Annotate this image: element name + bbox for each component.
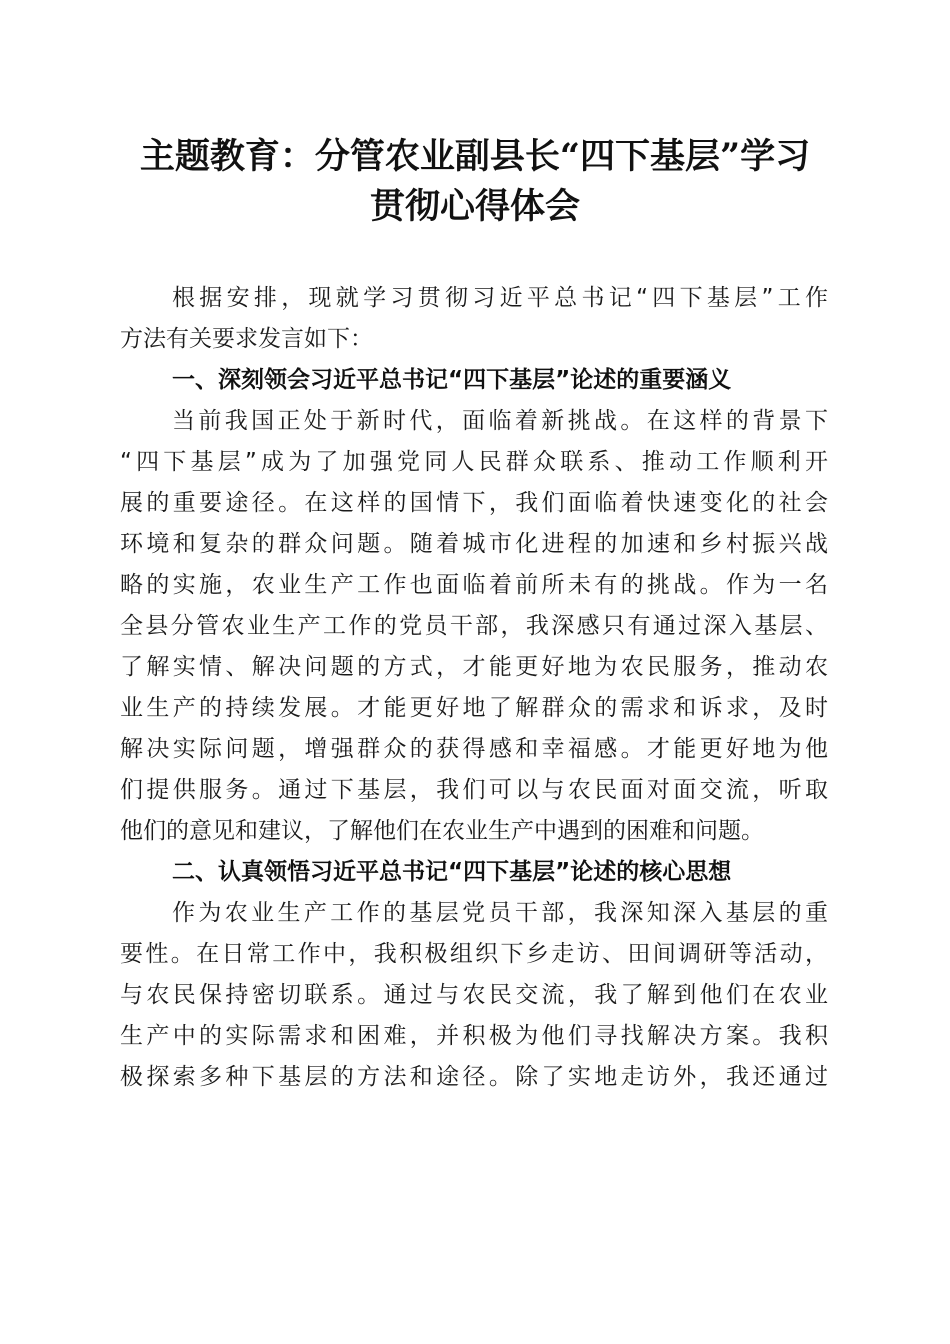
paragraph-intro bbox=[120, 278, 828, 360]
text-line: 作为农业生产工作的基层党员干部，我深知深入基层的重 bbox=[172, 900, 828, 926]
paragraph-section-2 bbox=[120, 893, 828, 1098]
text-line: 根据安排，现就学习贯彻习近平总书记“四下基层”工作 bbox=[172, 285, 828, 311]
text-line: 当前我国正处于新时代，面临着新挑战。在这样的背景下 bbox=[172, 408, 828, 434]
text-line: 们提供服务。通过下基层，我们可以与农民面对面交流，听取 bbox=[120, 777, 828, 803]
section-heading-2 bbox=[120, 852, 828, 893]
title-line-2: 贯彻心得体会 bbox=[369, 186, 580, 227]
title-line-1: 主题教育：分管农业副县长“四下基层”学习 bbox=[139, 136, 811, 177]
text-line: 要性。在日常工作中，我积极组织下乡走访、田间调研等活动， bbox=[120, 941, 828, 967]
text-line: 了解实情、解决问题的方式，才能更好地为农民服务，推动农 bbox=[120, 654, 828, 680]
text-line: 他们的意见和建议，了解他们在农业生产中遇到的困难和问题。 bbox=[120, 818, 764, 844]
text-line: 全县分管农业生产工作的党员干部，我深感只有通过深入基层、 bbox=[120, 613, 828, 639]
text-line: “四下基层”成为了加强党同人民群众联系、推动工作顺利开 bbox=[120, 449, 828, 475]
text-line: 略的实施，农业生产工作也面临着前所未有的挑战。作为一名 bbox=[120, 572, 828, 598]
text-line: 展的重要途径。在这样的国情下，我们面临着快速变化的社会 bbox=[120, 490, 828, 516]
text-line: 与农民保持密切联系。通过与农民交流，我了解到他们在农业 bbox=[120, 982, 828, 1008]
text-line: 生产中的实际需求和困难，并积极为他们寻找解决方案。我积 bbox=[120, 1023, 828, 1049]
heading-line: 二、认真领悟习近平总书记“四下基层”论述的核心思想 bbox=[172, 859, 732, 885]
document-body bbox=[120, 278, 828, 1098]
text-line: 环境和复杂的群众问题。随着城市化进程的加速和乡村振兴战 bbox=[120, 531, 828, 557]
paragraph-section-1 bbox=[120, 401, 828, 852]
text-line: 方法有关要求发言如下： bbox=[120, 326, 373, 352]
section-heading-1 bbox=[120, 360, 828, 401]
text-line: 业生产的持续发展。才能更好地了解群众的需求和诉求，及时 bbox=[120, 695, 828, 721]
text-line: 解决实际问题，增强群众的获得感和幸福感。才能更好地为他 bbox=[120, 736, 828, 762]
text-line: 极探索多种下基层的方法和途径。除了实地走访外，我还通过 bbox=[120, 1064, 828, 1090]
document-title bbox=[100, 132, 850, 232]
heading-line: 一、深刻领会习近平总书记“四下基层”论述的重要涵义 bbox=[172, 367, 732, 393]
